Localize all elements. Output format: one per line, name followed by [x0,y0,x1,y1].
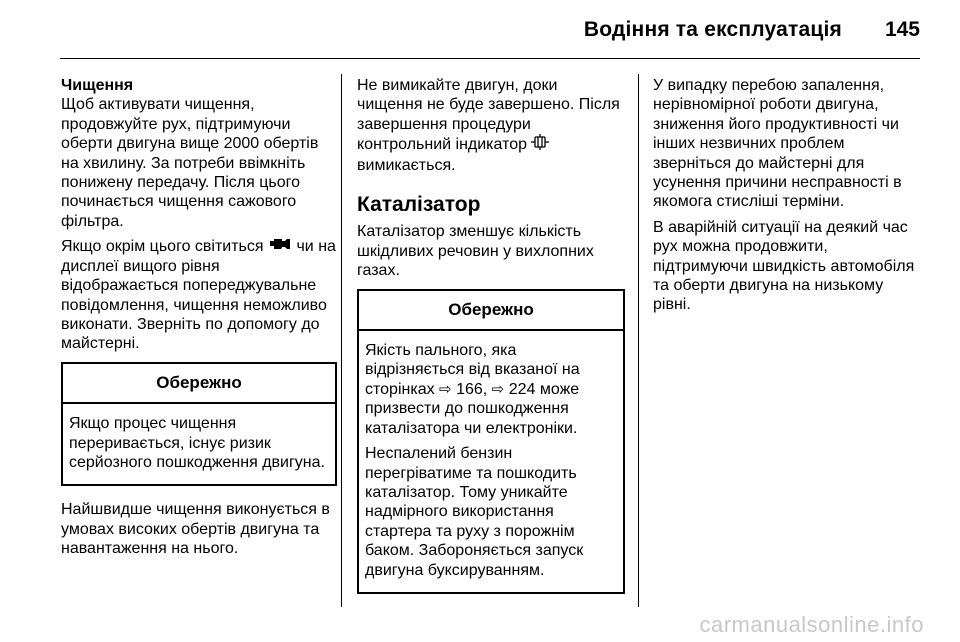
text-span: Не вимикайте двигун, доки чищення не буде завершено. Після завершення процедури контрольний індикатор [357,77,620,154]
paragraph [357,76,625,175]
page-number: 145 [884,18,920,41]
paragraph: Каталізатор зменшує кількість шкідливих речовин у вихлопних газах. [357,223,594,280]
caution-box [357,289,625,594]
caution-text: Якість пального, яка відрізняється від вказаної на сторінках ⇨ 166, ⇨ 224 може призвести до пошкодження каталізатора чи електроніки. [365,342,580,437]
caution-body [359,331,623,592]
page-reference-arrow-icon: ⇨ [491,380,505,398]
column-divider-2 [638,74,639,607]
text-span: Якість пального, яка відрізняється від вказаної на сторінках [365,342,580,398]
header-divider [60,58,920,59]
subheading-cleaning: Чищення [61,77,134,94]
page-reference-arrow-icon: ⇨ [439,380,452,398]
caution-text: Якщо процес чищення переривається, існує ризик серйозного пошкодження двигуна. [69,415,325,471]
column-1 [61,76,337,565]
paragraph: Найшвидше чищення виконується в умовах високих обертів двигуна та навантаження на нього. [61,501,330,558]
paragraph: У випадку перебою запалення, нерівномірної роботи двигуна, зниження його продуктивності чи інших незвичних проблем зверніться до майстерні для усунення причини несправності в якомога стисліші терміни. [653,77,902,211]
caution-title: Обережно [359,291,623,331]
diesel-particle-filter-icon [531,134,549,155]
column-divider-1 [341,74,342,607]
column-3 [653,76,925,321]
caution-box [61,362,337,487]
page-title: Водіння та експлуатація [583,18,842,41]
column-2 [357,76,625,608]
section-title-catalyst: Каталізатор [357,193,481,217]
caution-text: Неспалений бензин перегріватиме та пошкодить каталізатор. Тому уникайте надмірного використання стартера та руху з порожнім баком. Забороняється запуск двигуна буксируванням. [365,445,584,579]
text-span: може призвести до пошкодження каталізатора чи електроніки. [365,380,580,437]
page-reference[interactable]: 224 [508,380,536,398]
paragraph [61,237,337,354]
engine-warning-icon [268,237,292,256]
text-span: чи на дисплеї вищого рівня відображається попереджувальне повідомлення, чищення неможливо виконати. Зверніть по допомогу до майстерні. [61,238,336,353]
caution-body [63,404,335,484]
watermark: carmanualsonline.info [699,612,924,637]
page-reference[interactable]: 166 [456,380,483,398]
text-span: вимикається. [357,156,456,174]
paragraph: Щоб активувати чищення, продовжуйте рух, підтримуючи оберти двигуна вище 2000 обертів на хвилину. За потреби ввімкніть понижену передачу. Після цього починається чищення сажового фільтра. [61,96,319,230]
paragraph: В аварійній ситуації на деякий час рух можна продовжити, підтримуючи швидкість автомобіля та оберти двигуна на низькому рівні. [653,218,915,314]
caution-title: Обережно [63,364,335,404]
text-span: Якщо окрім цього світиться [61,238,264,256]
